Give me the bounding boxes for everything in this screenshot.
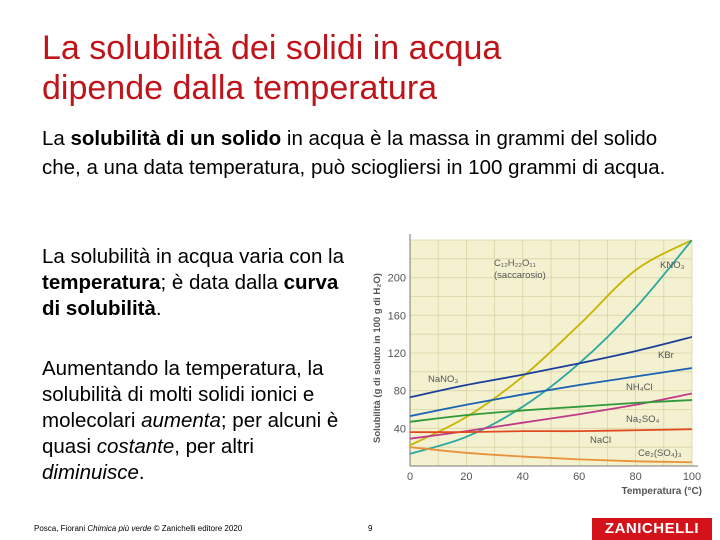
slide-title — [42, 28, 682, 108]
x-tick-label: 100 — [682, 471, 702, 483]
zanichelli-logo: ZANICHELLI — [592, 518, 712, 540]
x-tick-label: 60 — [573, 471, 586, 483]
y-tick-label: 40 — [393, 423, 406, 436]
x-axis-label: Temperatura (°C) — [621, 486, 702, 497]
x-tick-label: 0 — [406, 471, 414, 483]
para3-italic-2: costante — [96, 435, 175, 458]
series-label: NH₄Cl — [626, 382, 653, 393]
y-tick-label: 80 — [393, 385, 406, 398]
para2-text-2: ; è data dalla — [160, 271, 284, 294]
series-label: NaCl — [590, 435, 612, 446]
y-tick-label: 200 — [387, 272, 406, 285]
series-label: NaNO₃ — [428, 374, 459, 385]
footer-authors: Posca, Fiorani — [34, 524, 88, 533]
x-tick-label: 80 — [629, 471, 642, 483]
para3-italic-1: aumenta — [141, 409, 221, 432]
series-label: C₁₂H₂₂O₁₁ — [494, 258, 536, 269]
para2-bold-2: curva di solubilità — [42, 271, 339, 320]
x-tick-label: 40 — [516, 471, 529, 483]
title-line-1: La solubilità dei solidi in acqua — [42, 29, 502, 67]
y-axis-label: Solubilità (g di soluto in 100 g di H₂O) — [372, 273, 383, 443]
para2-text-1: La solubilità in acqua varia con la — [42, 245, 344, 268]
series-label: KBr — [658, 350, 674, 361]
x-tick-label: 20 — [460, 471, 473, 483]
para1-text: La — [42, 127, 71, 150]
y-tick-label: 160 — [387, 310, 406, 323]
footer-credit — [34, 524, 242, 533]
para3-text-3: , per altri — [174, 435, 254, 458]
footer-book: Chimica più verde — [87, 524, 152, 533]
para3-text-2: ; per alcuni è quasi — [42, 409, 339, 458]
solubility-chart — [364, 226, 716, 502]
series-label: (saccarosio) — [494, 270, 546, 281]
y-tick-label: 120 — [387, 348, 406, 360]
series-label: Na₂SO₄ — [626, 414, 660, 425]
definition-paragraph — [42, 124, 682, 182]
title-line-2: dipende dalla temperatura — [42, 69, 438, 107]
para2-text-3: . — [155, 297, 162, 320]
para2-bold-1: temperatura — [42, 271, 161, 294]
trend-paragraph — [42, 356, 362, 486]
para3-italic-3: diminuisce — [42, 461, 139, 484]
series-label: KNO₃ — [660, 260, 685, 271]
para3-text-4: . — [138, 461, 145, 484]
temperature-paragraph — [42, 244, 362, 322]
para3-text-1: Aumentando la temperatura, la solubilità di molti solidi ionici e molecolari — [42, 357, 324, 432]
footer-publisher: © Zanichelli editore 2020 — [151, 524, 243, 533]
page-number: 9 — [368, 524, 373, 533]
para1-text-end: in acqua è la massa in grammi del solido che, a una data temperatura, può sciogliersi in 100 grammi di acqua. — [42, 127, 666, 179]
para1-bold: solubilità di un solido — [70, 127, 282, 150]
series-label: Ce₂(SO₄)₃ — [638, 448, 682, 459]
